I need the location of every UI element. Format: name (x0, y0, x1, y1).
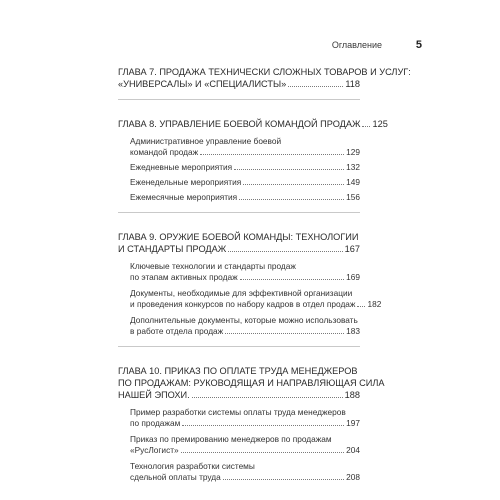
toc-item[interactable] (130, 136, 360, 158)
item-title-line: Документы, необходимые для эффективной организации (130, 288, 353, 298)
table-of-contents (118, 62, 411, 483)
item-title-line: Ежедневные мероприятия (130, 162, 233, 172)
chapter-page: 167 (344, 244, 360, 254)
dot-leader (192, 397, 343, 398)
item-title-line: и проведения конкурсов по набору кадров в отдел продаж (130, 299, 356, 309)
item-page: 182 (367, 299, 382, 309)
chapter-title-line: НАШЕЙ ЭПОХИ. (118, 390, 190, 400)
chapter-title-line: ГЛАВА 9. ОРУЖИЕ БОЕВОЙ КОМАНДЫ: ТЕХНОЛОГИИ (118, 232, 359, 242)
toc-item[interactable] (130, 315, 360, 337)
toc-item[interactable] (130, 461, 360, 483)
toc-item[interactable] (130, 177, 360, 188)
dot-leader (225, 333, 344, 334)
item-page: 156 (346, 192, 360, 202)
running-header (331, 39, 422, 51)
item-title-line: Дополнительные документы, которые можно использовать (130, 315, 358, 325)
item-page: 169 (346, 272, 360, 282)
item-page: 149 (346, 177, 360, 187)
section-title: Оглавление (331, 40, 382, 50)
dot-leader (228, 251, 342, 252)
chapter-title (118, 365, 385, 401)
dot-leader (223, 479, 344, 480)
toc-chapter-7[interactable] (118, 62, 411, 100)
item-page: 204 (346, 445, 360, 455)
item-title-line: Еженедельные мероприятия (130, 177, 242, 187)
dot-leader (357, 306, 365, 307)
toc-item[interactable] (130, 162, 360, 173)
chapter-page: 125 (372, 119, 388, 129)
dot-leader (240, 279, 345, 280)
toc-item[interactable] (130, 192, 360, 203)
toc-chapter-10[interactable] (118, 347, 385, 483)
item-title-line: Административное управление боевой (130, 136, 282, 146)
toc-item[interactable] (130, 288, 382, 310)
item-page: 208 (346, 472, 360, 482)
chapter-title-line: ГЛАВА 10. ПРИКАЗ ПО ОПЛАТЕ ТРУДА МЕНЕДЖЕРОВ (118, 366, 358, 376)
chapter-title-line: И СТАНДАРТЫ ПРОДАЖ (118, 244, 227, 254)
item-title-line: «РусЛогист» (130, 445, 179, 455)
page-number: 5 (415, 39, 422, 51)
item-page: 132 (346, 162, 360, 172)
dot-leader (362, 126, 370, 127)
item-title-line: в работе отдела продаж (130, 326, 224, 336)
item-title-line: Ежемесячные мероприятия (130, 192, 238, 202)
item-title-line: Ключевые технологии и стандарты продаж (130, 261, 296, 271)
item-title-line: Приказ по премированию менеджеров по продажам (130, 434, 332, 444)
item-page: 197 (346, 418, 360, 428)
item-title-line: по продажам (130, 418, 181, 428)
dot-leader (239, 199, 344, 200)
chapter-title (118, 231, 360, 255)
item-title-line: по этапам активных продаж (130, 272, 238, 282)
chapter-page: 118 (345, 79, 360, 89)
item-title-line: командой продаж (130, 147, 199, 157)
toc-chapter-9[interactable] (118, 213, 382, 347)
dot-leader (234, 169, 344, 170)
item-title-line: сдельной оплаты труда (130, 472, 221, 482)
chapter-title (118, 118, 388, 130)
chapter-title (118, 66, 411, 90)
chapter-title-line: «УНИВЕРСАЛЫ» И «СПЕЦИАЛИСТЫ» (118, 79, 287, 89)
dot-leader (288, 86, 343, 87)
chapter-title-line: ГЛАВА 7. ПРОДАЖА ТЕХНИЧЕСКИ СЛОЖНЫХ ТОВАРОВ И УСЛУГ: (118, 67, 411, 77)
dot-leader (182, 425, 344, 426)
chapter-page: 188 (344, 390, 360, 400)
item-page: 183 (346, 326, 360, 336)
toc-item[interactable] (130, 434, 360, 456)
dot-leader (243, 184, 344, 185)
chapter-title-line: ГЛАВА 8. УПРАВЛЕНИЕ БОЕВОЙ КОМАНДОЙ ПРОДАЖ (118, 119, 361, 129)
item-title-line: Технология разработки системы (130, 461, 255, 471)
dot-leader (181, 452, 345, 453)
toc-item[interactable] (130, 407, 360, 429)
toc-item[interactable] (130, 261, 360, 283)
item-title-line: Пример разработки системы оплаты труда менеджеров (130, 407, 346, 417)
toc-chapter-8[interactable] (118, 100, 388, 213)
item-page: 129 (346, 147, 360, 157)
chapter-title-line: ПО ПРОДАЖАМ: РУКОВОДЯЩАЯ И НАПРАВЛЯЮЩАЯ СИЛА (118, 378, 385, 388)
dot-leader (200, 154, 344, 155)
